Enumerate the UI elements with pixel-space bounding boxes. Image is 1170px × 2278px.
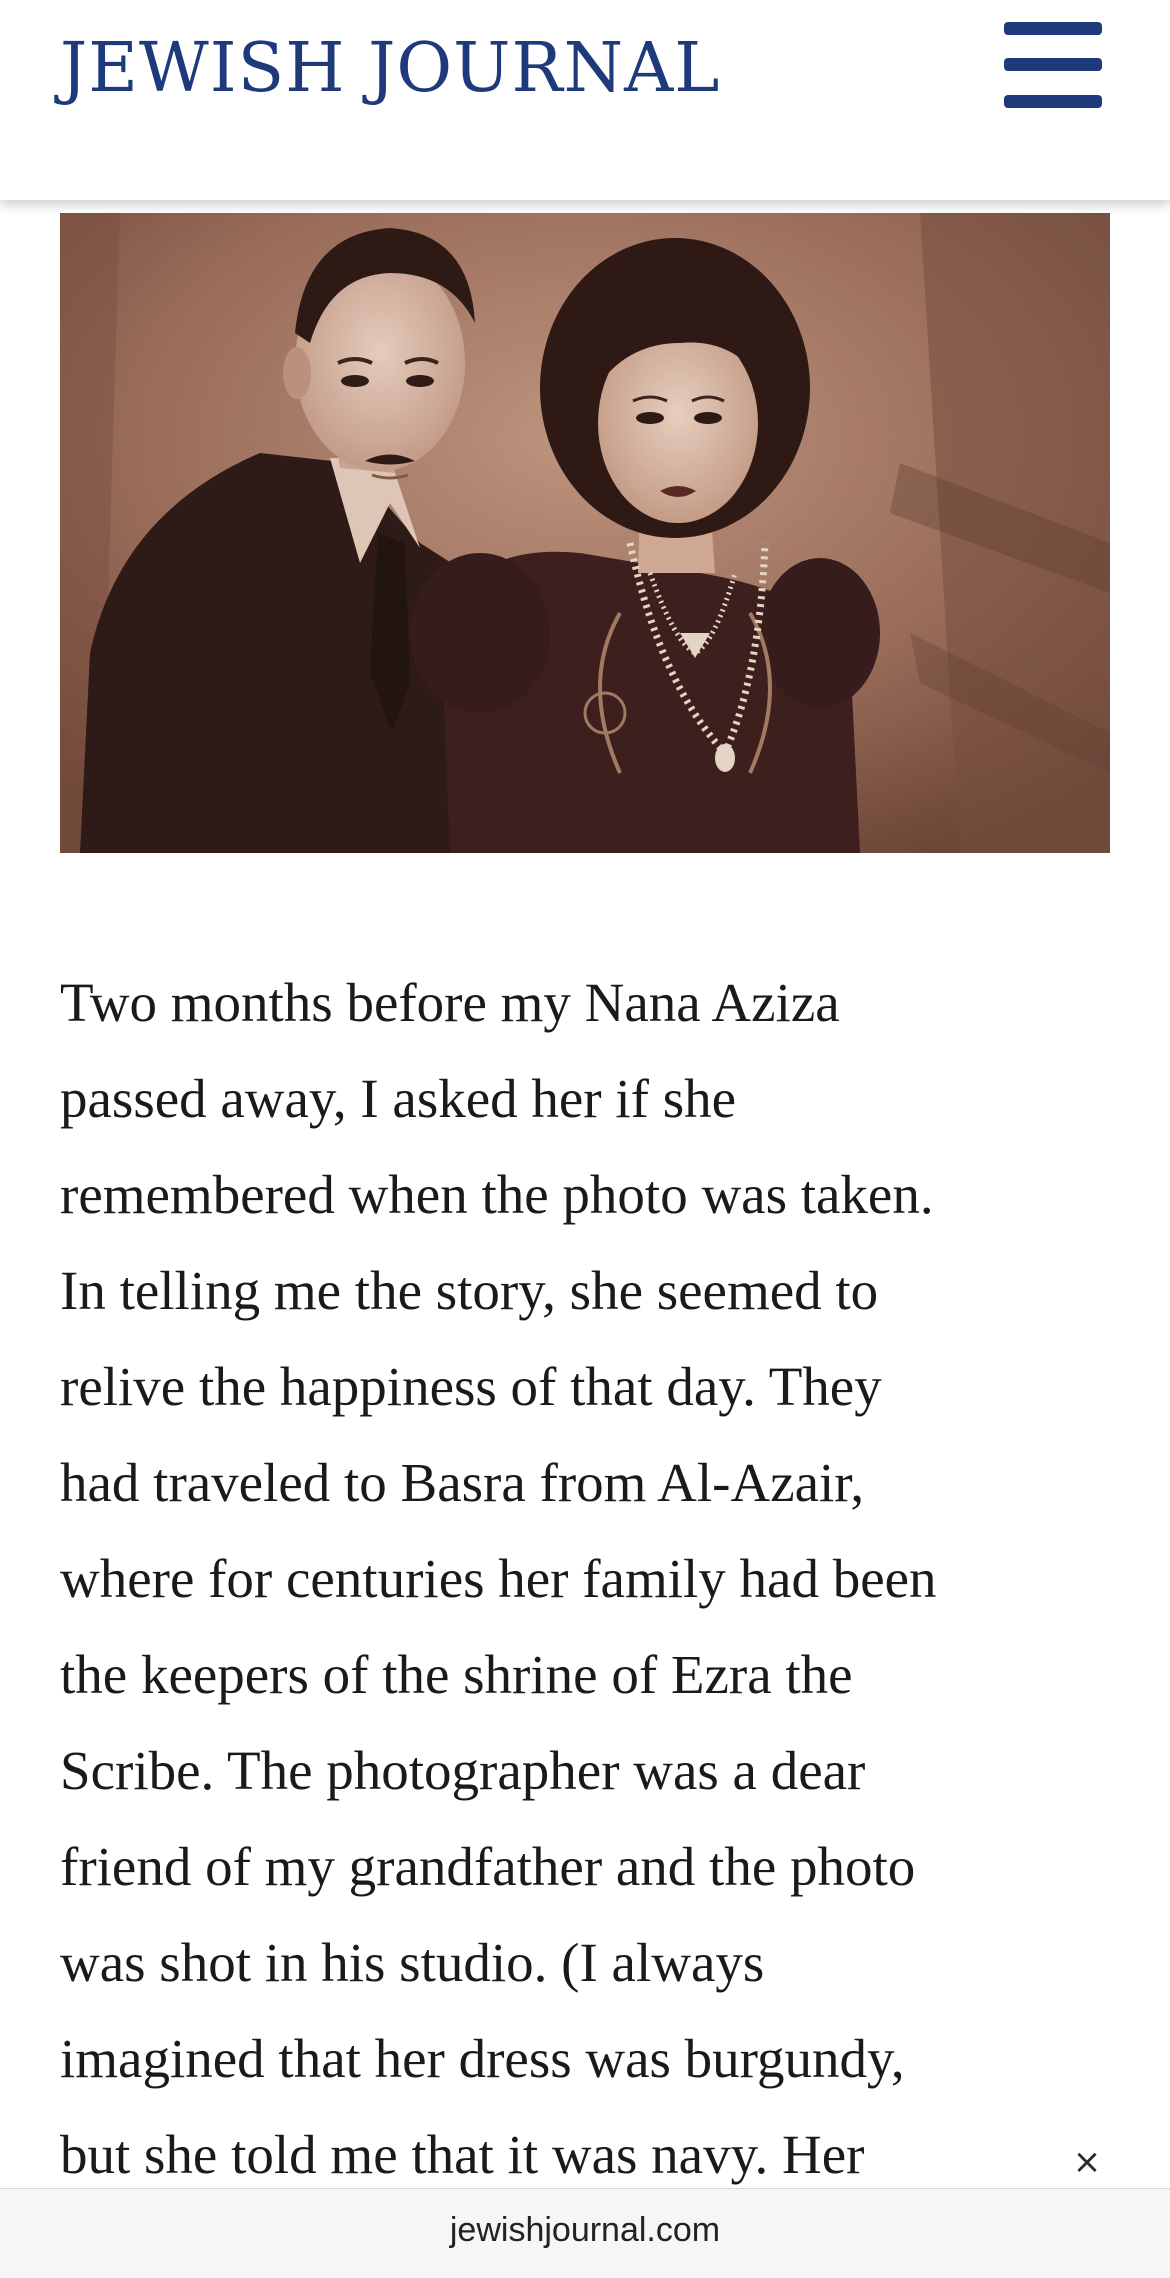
menu-bar-middle [1004,58,1102,71]
browser-address-bar [0,2188,1170,2278]
hamburger-menu-icon[interactable] [1004,22,1102,108]
site-header [0,0,1170,200]
page-url[interactable]: jewishjournal.com [449,2211,721,2249]
menu-bar-bottom [1004,95,1102,108]
site-logo[interactable]: JEWISH JOURNAL [60,29,721,108]
article-paragraph: Two months before my Nana Aziza passed away, I asked her if she remembered when the photo was taken. In telling me the story, she seemed to relive the happiness of that day. They had traveled to Basra from Al-Azair, where for centuries her family had been the keepers of the shrine of Ezra the Scribe. The photographer was a dear friend of my grandfather and the photo was shot in his studio. (I always imagined that her dress was burgundy, but she told me that it was navy. Her [60,972,937,2185]
close-icon[interactable]: × [1072,2142,1102,2182]
article-photo [60,213,1110,853]
menu-bar-top [1004,22,1102,35]
